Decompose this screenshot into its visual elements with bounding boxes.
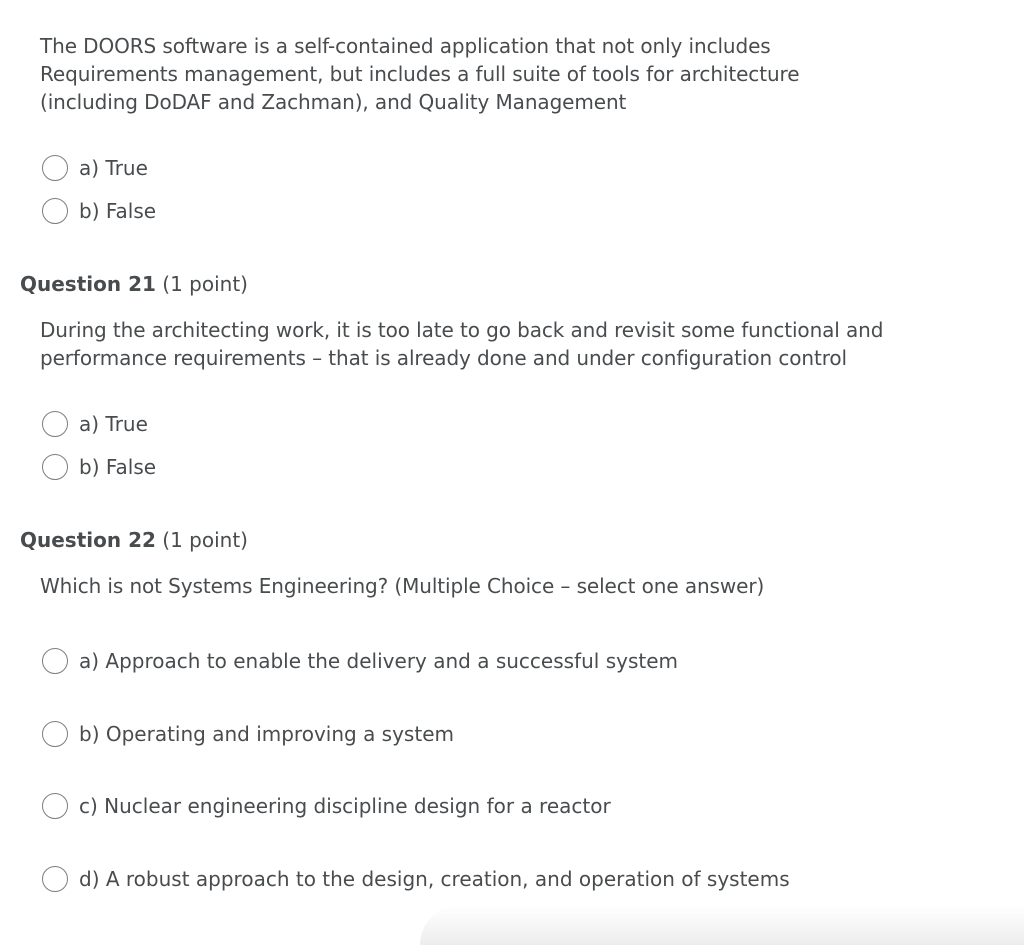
- question-points: (1 point): [162, 528, 248, 552]
- question-22-text-line: Which is not Systems Engineering? (Multiple Choice – select one answer): [40, 574, 765, 598]
- radio-button[interactable]: [42, 866, 68, 892]
- question-22-header: [20, 526, 248, 554]
- question-20-option-b[interactable]: [42, 197, 156, 225]
- option-label: b) False: [79, 199, 157, 223]
- radio-button[interactable]: [42, 454, 68, 480]
- question-21-text-line: performance requirements – that is already done and under configuration control: [40, 346, 847, 370]
- radio-button[interactable]: [42, 411, 68, 437]
- question-20-text-line: Requirements management, but includes a full suite of tools for architecture: [40, 62, 800, 86]
- question-22-option-c[interactable]: [42, 792, 611, 820]
- question-20-option-a[interactable]: [42, 154, 148, 182]
- question-21-text-line: During the architecting work, it is too late to go back and revisit some functional and: [40, 318, 884, 342]
- option-label: b) False: [79, 455, 157, 479]
- question-21-option-b[interactable]: [42, 453, 156, 481]
- question-20-text-line: (including DoDAF and Zachman), and Quality Management: [40, 90, 627, 114]
- question-22-text: [40, 572, 764, 600]
- option-label: d) A robust approach to the design, creation, and operation of systems: [79, 867, 790, 891]
- question-22-option-d[interactable]: [42, 865, 790, 893]
- option-label: a) True: [79, 156, 148, 180]
- question-22-option-b[interactable]: [42, 720, 454, 748]
- question-points: (1 point): [162, 272, 248, 296]
- bottom-fade-shadow: [420, 905, 1024, 945]
- radio-button[interactable]: [42, 721, 68, 747]
- option-label: a) True: [79, 412, 148, 436]
- radio-button[interactable]: [42, 793, 68, 819]
- question-number: Question 22: [20, 528, 156, 552]
- option-label: b) Operating and improving a system: [79, 722, 454, 746]
- question-20-text-line: The DOORS software is a self-contained application that not only includes: [40, 34, 771, 58]
- question-number: Question 21: [20, 272, 156, 296]
- question-22-option-a[interactable]: [42, 647, 678, 675]
- radio-button[interactable]: [42, 155, 68, 181]
- option-label: c) Nuclear engineering discipline design for a reactor: [79, 794, 611, 818]
- question-21-option-a[interactable]: [42, 410, 148, 438]
- question-21-header: [20, 270, 248, 298]
- radio-button[interactable]: [42, 198, 68, 224]
- option-label: a) Approach to enable the delivery and a successful system: [79, 649, 678, 673]
- radio-button[interactable]: [42, 648, 68, 674]
- question-20-text: [40, 32, 799, 116]
- question-21-text: [40, 316, 883, 372]
